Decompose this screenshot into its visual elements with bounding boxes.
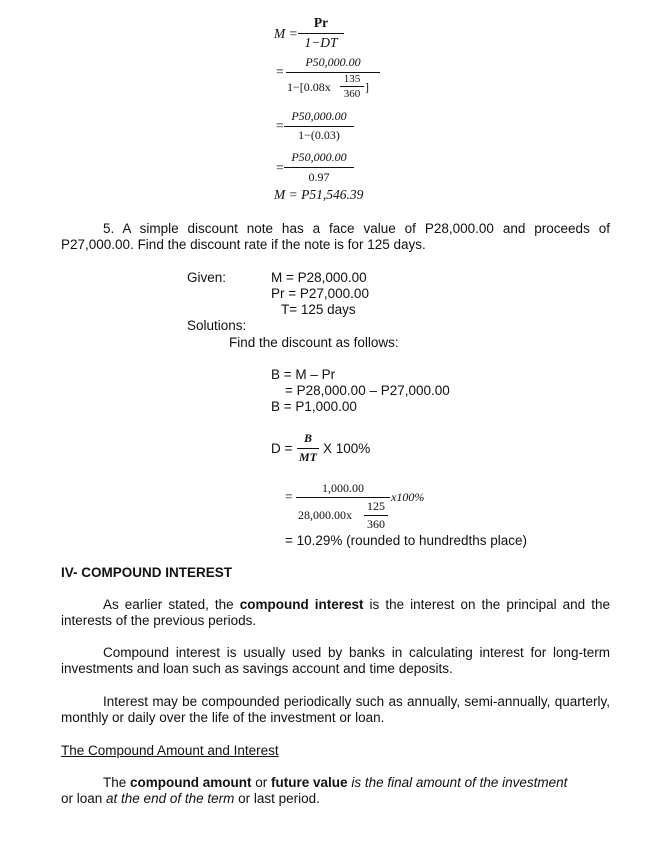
paragraph-1: As earlier stated, the compound interest is the interest on the principal and the interests of the previous periods. <box>61 597 610 628</box>
step-1: B = M – Pr <box>271 367 336 382</box>
calc-small-numerator: 125 <box>367 499 385 513</box>
d-denominator: MT <box>299 450 317 464</box>
fraction-2-small-numerator: 135 <box>343 73 361 85</box>
problem-5-text: 5. A simple discount note has a face value of P28,000.00 and proceeds of P27,000.00. Find the discount rate if the note is for 125 days. <box>61 221 610 252</box>
fraction-2-bar <box>286 72 380 73</box>
fraction-1-bar <box>298 33 344 34</box>
calc-small-bar <box>364 515 388 516</box>
given-pr: Pr = P27,000.00 <box>271 286 369 301</box>
m-label: M = <box>274 26 298 41</box>
given-label: Given: <box>187 270 227 285</box>
solutions-label: Solutions: <box>187 318 247 333</box>
d-times: X 100% <box>323 441 371 456</box>
paragraph-4-line-1: The compound amount or future value is the final amount of the investment <box>103 775 568 790</box>
fraction-2-small-denominator: 360 <box>343 88 361 100</box>
answer: = 10.29% (rounded to hundredths place) <box>285 533 528 548</box>
paragraph-2: Compound interest is usually used by banks in calculating interest for long-term investments and loan such as savings account and time deposits. <box>61 645 610 676</box>
calc-times: x100% <box>391 490 425 504</box>
equals-sign: = <box>276 160 284 175</box>
given-t: T= 125 days <box>281 302 356 317</box>
step-3: B = P1,000.00 <box>271 399 357 414</box>
fraction-4-bar <box>284 167 354 168</box>
paragraph-4-line-2: or loan at the end of the term or last period. <box>61 791 320 806</box>
calc-small-denominator: 360 <box>367 517 385 531</box>
subheading: The Compound Amount and Interest <box>61 743 279 758</box>
find-text: Find the discount as follows: <box>229 335 399 350</box>
fraction-1-numerator: Pr <box>313 15 329 30</box>
calc-numerator: 1,000.00 <box>322 481 364 495</box>
fraction-3-denominator: 1−(0.03) <box>298 128 340 142</box>
fraction-2-small-bar <box>340 86 364 87</box>
fraction-2-denominator-right: ] <box>365 80 369 94</box>
fraction-2-denominator-left: 1−[0.08x <box>287 80 331 94</box>
equals-sign: = <box>276 118 284 133</box>
d-fraction-bar <box>297 448 319 449</box>
fraction-1-denominator: 1−DT <box>304 35 338 50</box>
result-m: M = P51,546.39 <box>274 187 364 202</box>
step-2: = P28,000.00 – P27,000.00 <box>285 383 450 398</box>
given-m: M = P28,000.00 <box>271 270 367 285</box>
calc-fraction-bar <box>296 497 390 498</box>
fraction-4-denominator: 0.97 <box>308 170 330 184</box>
paragraph-3: Interest may be compounded periodically such as annually, semi-annually, quarterly, monthly or daily over the life of the investment or loan. <box>61 694 610 725</box>
calc-denominator-left: 28,000.00x <box>298 508 352 522</box>
calc-equals: = <box>285 489 293 504</box>
fraction-4-numerator: P50,000.00 <box>291 150 347 164</box>
d-numerator: B <box>303 431 312 445</box>
fraction-2-numerator: P50,000.00 <box>305 55 361 69</box>
d-label: D = <box>271 441 293 456</box>
fraction-3-bar <box>284 126 354 127</box>
equals-sign: = <box>276 64 284 79</box>
fraction-3-numerator: P50,000.00 <box>291 109 347 123</box>
section-heading: IV- COMPOUND INTEREST <box>61 565 233 580</box>
